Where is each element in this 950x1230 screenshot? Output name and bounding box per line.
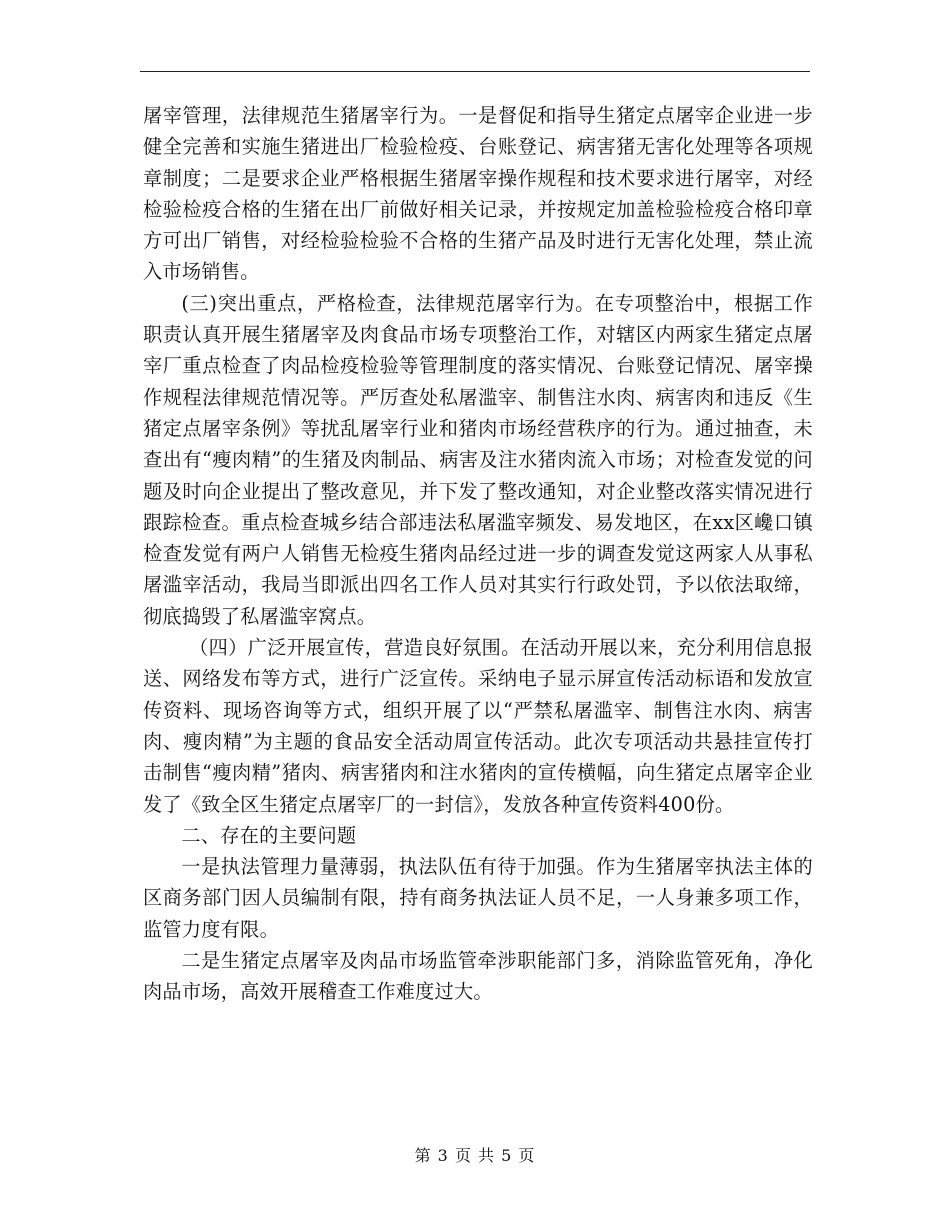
paragraph-problem-one: 一是执法管理力量薄弱，执法队伍有待于加强。作为生猪屠宰执法主体的区商务部门因人员编制有限，持有商务执法证人员不足，一人身兼多项工作，监管力度有限。 [143, 855, 813, 941]
paragraph-problem-two: 二是生猪定点屠宰及肉品市场监管牵涉职能部门多，消除监管死角，净化肉品市场，高效开展稽查工作难度过大。 [143, 949, 813, 1004]
paragraph-slaughter-management: 屠宰管理，法律规范生猪屠宰行为。一是督促和指导生猪定点屠宰企业进一步健全完善和实施生猪进出厂检验检疫、台账登记、病害猪无害化处理等各项规章制度；二是要求企业严格根据生猪屠宰操作规程和技术要求进行屠宰，对经检验检疫合格的生猪在出厂前做好相关记录，并按规定加盖检验检疫合格印章方可出厂销售，对经检验检验不合格的生猪产品及时进行无害化处理，禁止流入市场销售。 [143, 104, 813, 284]
page-number-label: 第 3 页 共 5 页 [414, 1146, 536, 1165]
section-heading-main-problems: 二、存在的主要问题 [181, 823, 357, 847]
page-footer [0, 1143, 950, 1166]
paragraph-section-three: (三)突出重点，严格检查，法律规范屠宰行为。在专项整治中，根据工作职责认真开展生猪屠宰及肉食品市场专项整治工作，对辖区内两家生猪定点屠宰厂重点检查了肉品检疫检验等管理制度的落实情况、台账登记情况、屠宰操作规程法律规范情况等。严厉查处私屠滥宰、制售注水肉、病害肉和违反《生猪定点屠宰条例》等扰乱屠宰行业和猪肉市场经营秩序的行为。通过抽查，未查出有“瘦肉精”的生猪及肉制品、病害及注水猪肉流入市场；对检查发觉的问题及时向企业提出了整改意见，并下发了整改通知，对企业整改落实情况进行跟踪检查。重点检查城乡结合部违法私屠滥宰频发、易发地区，在xx区巉口镇检查发觉有两户人销售无检疫生猪肉品经过进一步的调查发觉这两家人从事私屠滥宰活动，我局当即派出四名工作人员对其实行行政处罚，予以依法取缔，彻底捣毁了私屠滥宰窝点。 [143, 291, 814, 628]
header-rule [140, 71, 810, 72]
paragraph-section-four: （四）广泛开展宣传，营造良好氛围。在活动开展以来，充分利用信息报送、网络发布等方式，进行广泛宣传。采纳电子显示屏宣传活动标语和发放宣传资料、现场咨询等方式，组织开展了以“严禁私屠滥宰、制售注水肉、病害肉、瘦肉精”为主题的食品安全活动周宣传活动。此次专项活动共悬挂宣传打击制售“瘦肉精”猪肉、病害猪肉和注水猪肉的宣传横幅，向生猪定点屠宰企业发了《致全区生猪定点屠宰厂的一封信》，发放各种宣传资料400份。 [143, 636, 813, 816]
document-body [143, 100, 813, 1008]
